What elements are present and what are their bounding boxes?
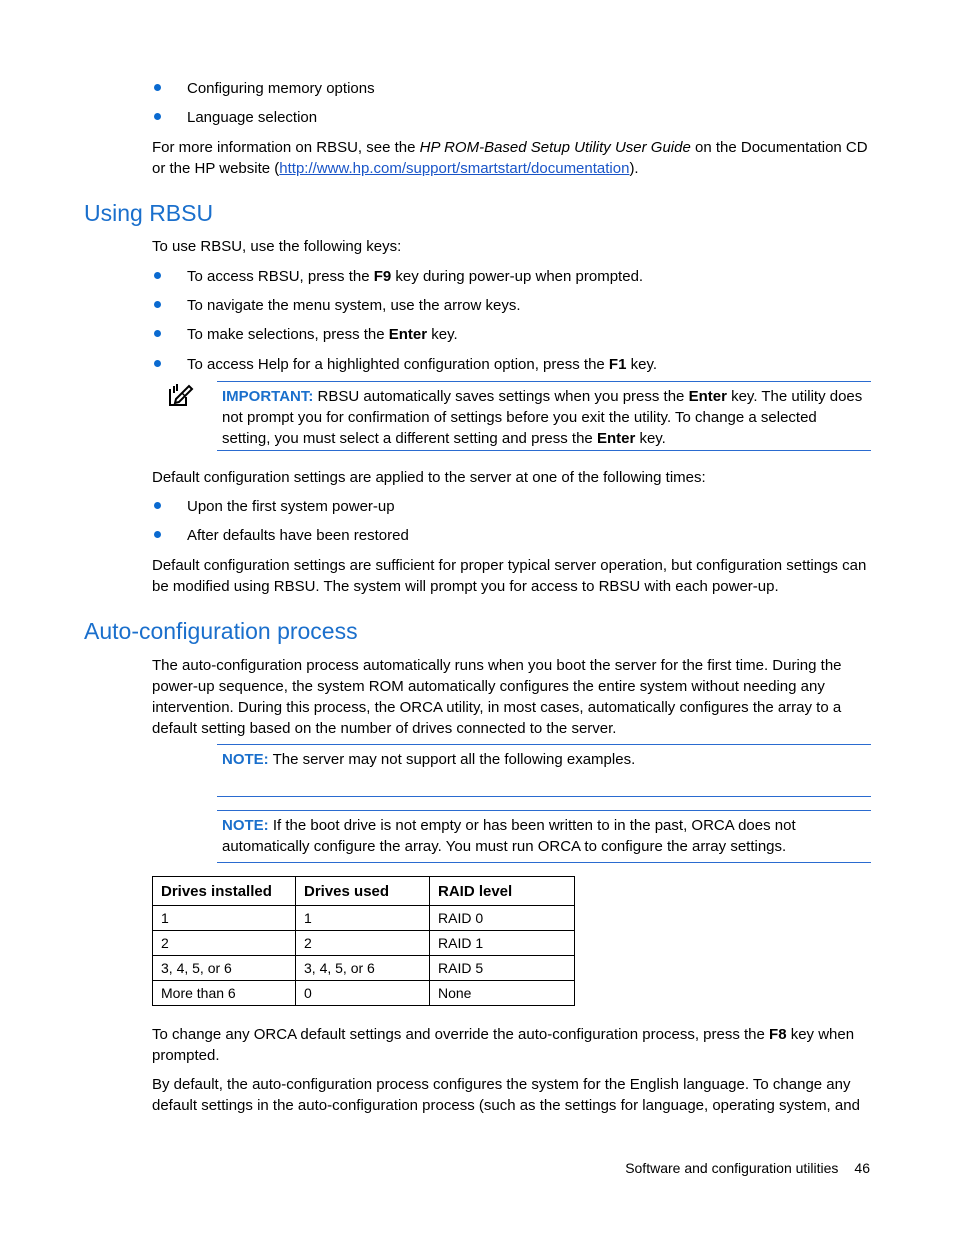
table-header-cell: Drives used <box>296 877 430 906</box>
table-cell: 1 <box>296 906 430 931</box>
bullet-text: After defaults have been restored <box>187 527 409 544</box>
bullet-text: Configuring memory options <box>187 80 375 97</box>
documentation-link[interactable]: http://www.hp.com/support/smartstart/documentation <box>279 160 630 177</box>
raid-table <box>152 876 575 1006</box>
bullet-item <box>152 324 872 345</box>
bullet-text: Upon the first system power-up <box>187 498 395 515</box>
bullet-item <box>152 295 872 316</box>
important-note-icon <box>168 383 194 407</box>
bullet-text: Language selection <box>187 109 318 126</box>
page-footer <box>625 1158 870 1179</box>
bullet-text: To access Help for a highlighted configuration option, press the F1 key. <box>187 356 658 373</box>
auto-config-paragraph: The auto-configuration process automatically runs when you boot the server for the first time. During the power-up sequence, the system ROM automatically configures the entire system without needing any intervention. During this process, the ORCA utility, in most cases, automatically configures the array to a default setting based on the number of drives connected to the server. <box>152 657 842 737</box>
orca-paragraph: To change any ORCA default settings and override the auto-configuration process, press the F8 key when prompted. <box>152 1026 855 1064</box>
table-cell: More than 6 <box>153 981 296 1006</box>
using-intro: To use RBSU, use the following keys: <box>152 238 402 255</box>
bullet-item <box>152 354 872 375</box>
bullet-item <box>152 107 872 128</box>
bullet-dot <box>154 531 161 538</box>
bullet-item <box>152 496 872 517</box>
bullet-text: To navigate the menu system, use the arrow keys. <box>187 297 521 314</box>
note-text: NOTE: If the boot drive is not empty or has been written to in the past, ORCA does not automatically configure the array. You must run ORCA to configure the array settings. <box>222 817 796 855</box>
bullet-dot <box>154 301 161 308</box>
table-row <box>153 931 575 956</box>
bullet-text: To make selections, press the Enter key. <box>187 326 458 343</box>
important-callout <box>217 381 871 451</box>
bullet-dot <box>154 272 161 279</box>
rbsu-info-paragraph: For more information on RBSU, see the HP ROM-Based Setup Utility User Guide on the Documentation CD or the HP website (http://www.hp.com/support/smartstart/documentation). <box>152 139 868 177</box>
table-header-cell: Drives installed <box>153 877 296 906</box>
bullet-dot <box>154 502 161 509</box>
table-cell: 2 <box>153 931 296 956</box>
bullet-item <box>152 525 872 546</box>
table-cell: 3, 4, 5, or 6 <box>153 956 296 981</box>
bullet-text: To access RBSU, press the F9 key during power-up when prompted. <box>187 268 644 285</box>
table-row <box>153 906 575 931</box>
note-text: NOTE: The server may not support all the following examples. <box>222 751 636 768</box>
table-header-row <box>153 877 575 906</box>
page-number: 46 <box>854 1160 870 1176</box>
guide-title: HP ROM-Based Setup Utility User Guide <box>419 139 691 156</box>
section-heading-auto-configuration: Auto-configuration process <box>84 618 358 644</box>
defaults-paragraph: Default configuration settings are sufficient for proper typical server operation, but configuration settings can be modified using RBSU. The system will prompt you for access to RBSU with each power-up. <box>152 557 867 595</box>
table-cell: 2 <box>296 931 430 956</box>
bullet-item <box>152 78 872 99</box>
defaults-intro: Default configuration settings are applied to the server at one of the following times: <box>152 469 706 486</box>
table-cell: 0 <box>296 981 430 1006</box>
table-row <box>153 981 575 1006</box>
note-label: NOTE: <box>222 751 269 768</box>
note-callout <box>217 810 871 863</box>
language-paragraph: By default, the auto-configuration process configures the system for the English language. To change any default settings in the auto-configuration process (such as the settings for language, operating system, and <box>152 1076 860 1114</box>
bullet-dot <box>154 330 161 337</box>
bullet-dot <box>154 360 161 367</box>
table-header-cell: RAID level <box>430 877 575 906</box>
table-row <box>153 956 575 981</box>
important-text: IMPORTANT: RBSU automatically saves settings when you press the Enter key. The utility does not prompt you for confirmation of settings before you exit the utility. To change a selected setting, you must select a different setting and press the Enter key. <box>222 388 863 447</box>
table-cell: 1 <box>153 906 296 931</box>
bullet-item <box>152 266 872 287</box>
table-cell: None <box>430 981 575 1006</box>
table-cell: RAID 5 <box>430 956 575 981</box>
section-heading-using-rbsu: Using RBSU <box>84 200 214 226</box>
bullet-dot <box>154 84 161 91</box>
note-label: NOTE: <box>222 817 269 834</box>
footer-title: Software and configuration utilities <box>625 1160 839 1176</box>
bullet-dot <box>154 113 161 120</box>
table-cell: 3, 4, 5, or 6 <box>296 956 430 981</box>
note-callout <box>217 744 871 797</box>
important-label: IMPORTANT: <box>222 388 314 405</box>
table-cell: RAID 0 <box>430 906 575 931</box>
table-cell: RAID 1 <box>430 931 575 956</box>
